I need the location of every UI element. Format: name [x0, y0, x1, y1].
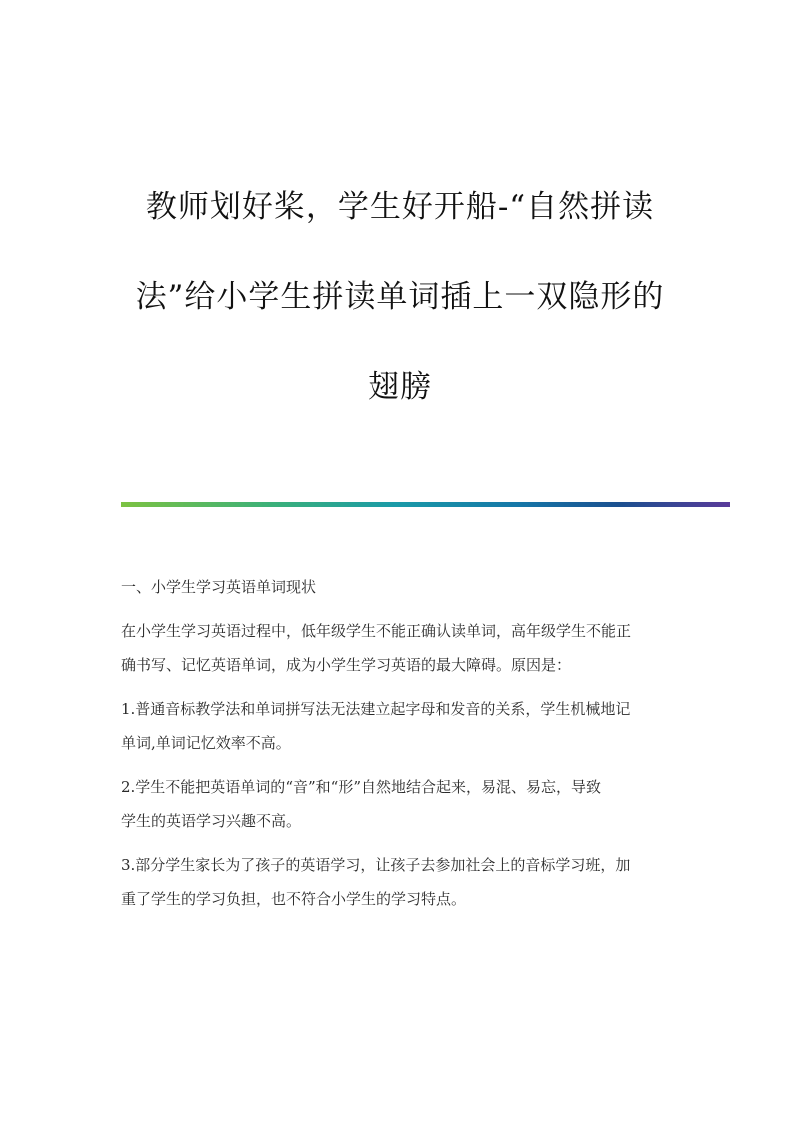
section-heading: 一、小学生学习英语单词现状	[121, 578, 317, 596]
paragraph-line: 3.部分学生家长为了孩子的英语学习，让孩子去参加社会上的音标学习班，加	[121, 856, 631, 874]
paragraph-line: 1.普通音标教学法和单词拼写法无法建立起字母和发音的关系，学生机械地记	[121, 700, 631, 718]
title-line-1: 教师划好桨，学生好开船-“自然拼读	[145, 189, 655, 225]
paragraph-line: 学生的英语学习兴趣不高。	[121, 812, 302, 830]
title-line-3: 翅膀	[368, 369, 432, 405]
paragraph-line: 重了学生的学习负担，也不符合小学生的学习特点。	[121, 890, 467, 908]
paragraph-line: 2.学生不能把英语单词的“音”和“形”自然地结合起来，易混、易忘，导致	[121, 778, 601, 796]
document-body	[121, 570, 681, 926]
paragraph-line: 在小学生学习英语过程中，低年级学生不能正确认读单词，高年级学生不能正	[121, 622, 632, 640]
paragraph-line: 单词,单词记忆效率不高。	[121, 734, 291, 752]
paragraph-line: 确书写、记忆英语单词，成为小学生学习英语的最大障碍。原因是：	[121, 656, 572, 674]
paragraph-reason-1	[121, 692, 681, 760]
gradient-divider	[121, 502, 730, 507]
paragraph-reason-3	[121, 848, 681, 916]
title-line-2: 法”给小学生拼读单词插上一双隐形的	[135, 279, 665, 315]
paragraph-intro	[121, 614, 681, 682]
paragraph-reason-2	[121, 770, 681, 838]
document-title	[118, 162, 682, 432]
